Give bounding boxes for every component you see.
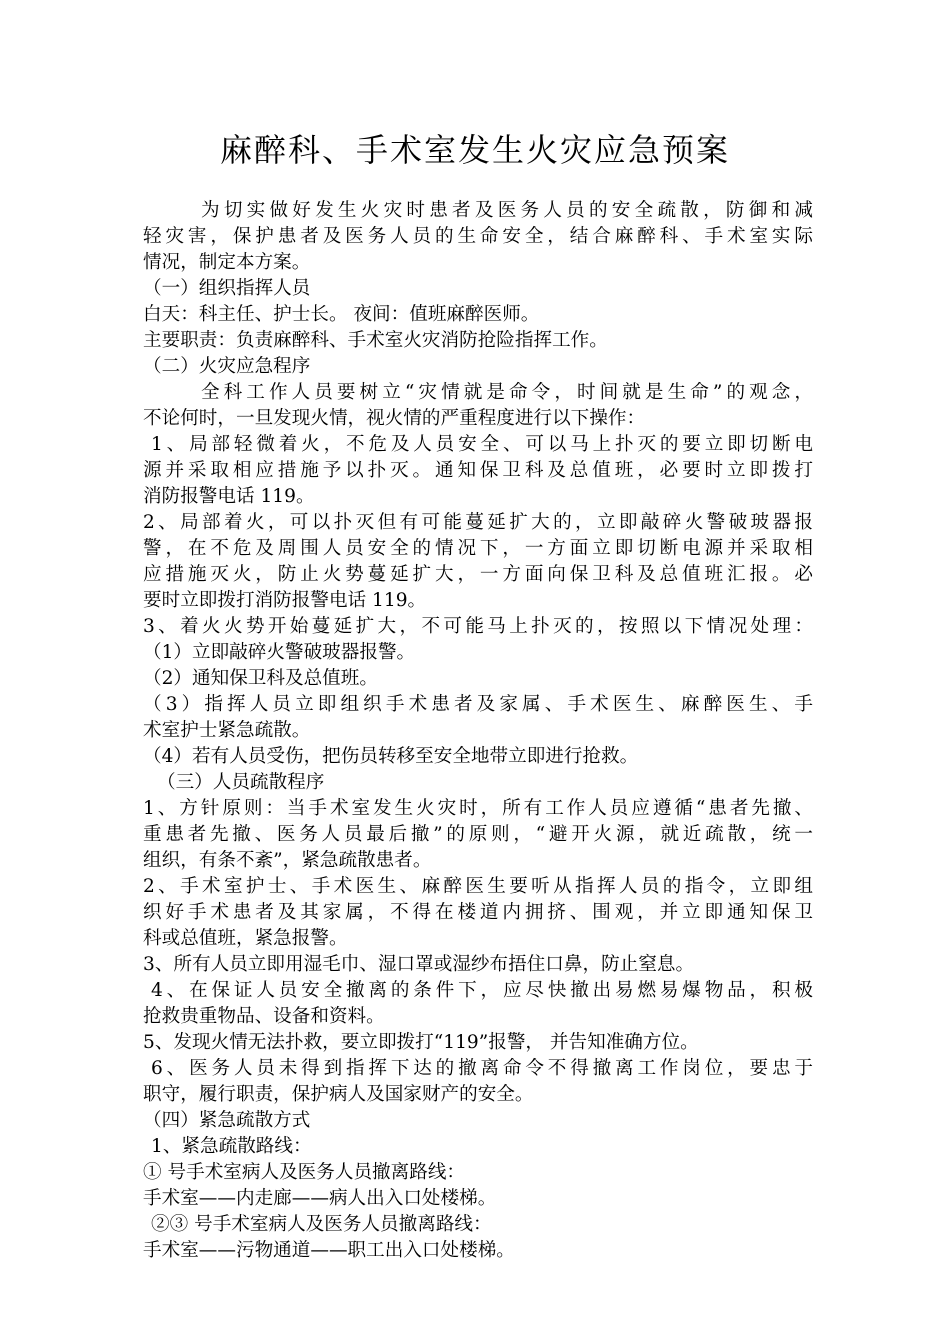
list-item-line: 1、方针原则：当手术室发生火灾时，所有工作人员应遵循“患者先撤、 xyxy=(143,798,813,819)
list-item-line: 2、手术室护士、手术医生、麻醉医生要听从指挥人员的指令，立即组 xyxy=(143,876,813,897)
list-item-line: 3、所有人员立即用湿毛巾、湿口罩或湿纱布捂住口鼻，防止窒息。 xyxy=(143,954,695,975)
list-item-line: 重患者先撤、医务人员最后撤”的原则，“避开火源，就近疏散，统一 xyxy=(143,824,813,845)
list-item-line: 术室护士紧急疏散。 xyxy=(143,720,311,741)
section-heading: （四）紧急疏散方式 xyxy=(143,1110,311,1131)
list-item-line: 3、着火火势开始蔓延扩大，不可能马上扑灭的，按照以下情况处理： xyxy=(143,616,813,637)
list-item-line: 4、在保证人员安全撤离的条件下，应尽快撤出易燃易爆物品，积极 xyxy=(151,980,813,1001)
document-body xyxy=(143,198,813,1264)
list-item-line: 抢救贵重物品、设备和资料。 xyxy=(143,1006,385,1027)
paragraph-line: 白天：科主任、护士长。 夜间：值班麻醉医师。 xyxy=(143,304,540,325)
list-item-line: ① 号手术室病人及医务人员撤离路线： xyxy=(143,1162,466,1183)
list-item-line: 源并采取相应措施予以扑灭。通知保卫科及总值班，必要时立即拨打 xyxy=(143,460,813,481)
list-item-line: 手术室——污物通道——职工出入口处楼梯。 xyxy=(143,1240,515,1261)
paragraph-line: 主要职责：负责麻醉科、手术室火灾消防抢险指挥工作。 xyxy=(143,330,608,351)
list-item-line: 6、医务人员未得到指挥下达的撤离命令不得撤离工作岗位，要忠于 xyxy=(151,1058,813,1079)
paragraph-line: 不论何时，一旦发现火情，视火情的严重程度进行以下操作： xyxy=(143,408,646,429)
list-item-line: 科或总值班，紧急报警。 xyxy=(143,928,348,949)
list-item-line: 组织，有条不紊”，紧急疏散患者。 xyxy=(143,850,432,871)
document-title: 麻醉科、手术室发生火灾应急预案 xyxy=(219,131,730,169)
list-item-line: （2）通知保卫科及总值班。 xyxy=(143,668,378,689)
paragraph-line: 轻灾害，保护患者及医务人员的生命安全，结合麻醉科、手术室实际 xyxy=(143,226,813,247)
list-item-line: 1、紧急疏散路线： xyxy=(151,1136,312,1157)
list-item-line: （3）指挥人员立即组织手术患者及家属、手术医生、麻醉医生、手 xyxy=(143,694,813,715)
list-item-line: 消防报警电话 119。 xyxy=(143,486,315,507)
list-item-line: 1、局部轻微着火，不危及人员安全、可以马上扑灭的要立即切断电 xyxy=(151,434,813,455)
list-item-line: 应措施灭火，防止火势蔓延扩大，一方面向保卫科及总值班汇报。必 xyxy=(143,564,813,585)
list-item-line: 织好手术患者及其家属，不得在楼道内拥挤、围观，并立即通知保卫 xyxy=(143,902,813,923)
list-item-line: 手术室——内走廊——病人出入口处楼梯。 xyxy=(143,1188,497,1209)
paragraph-line: 全科工作人员要树立“灾情就是命令，时间就是生命”的观念， xyxy=(201,382,813,403)
list-item-line: ②③ 号手术室病人及医务人员撤离路线： xyxy=(151,1214,492,1235)
list-item-line: （1）立即敲碎火警破玻器报警。 xyxy=(143,642,416,663)
list-item-line: （4）若有人员受伤，把伤员转移至安全地带立即进行抢救。 xyxy=(143,746,639,767)
list-item-line: 警，在不危及周围人员安全的情况下，一方面立即切断电源并采取相 xyxy=(143,538,813,559)
list-item-line: 5、发现火情无法扑救，要立即拨打“119”报警， 并告知准确方位。 xyxy=(143,1032,699,1053)
section-heading: （一）组织指挥人员 xyxy=(143,278,311,299)
section-heading: （三）人员疏散程序 xyxy=(157,772,325,793)
list-item-line: 要时立即拨打消防报警电话 119。 xyxy=(143,590,427,611)
list-item-line: 职守，履行职责，保护病人及国家财产的安全。 xyxy=(143,1084,534,1105)
list-item-line: 2、局部着火，可以扑灭但有可能蔓延扩大的，立即敲碎火警破玻器报 xyxy=(143,512,813,533)
paragraph-line: 为切实做好发生火灾时患者及医务人员的安全疏散，防御和减 xyxy=(201,200,813,221)
paragraph-line: 情况，制定本方案。 xyxy=(143,252,311,273)
section-heading: （二）火灾应急程序 xyxy=(143,356,311,377)
